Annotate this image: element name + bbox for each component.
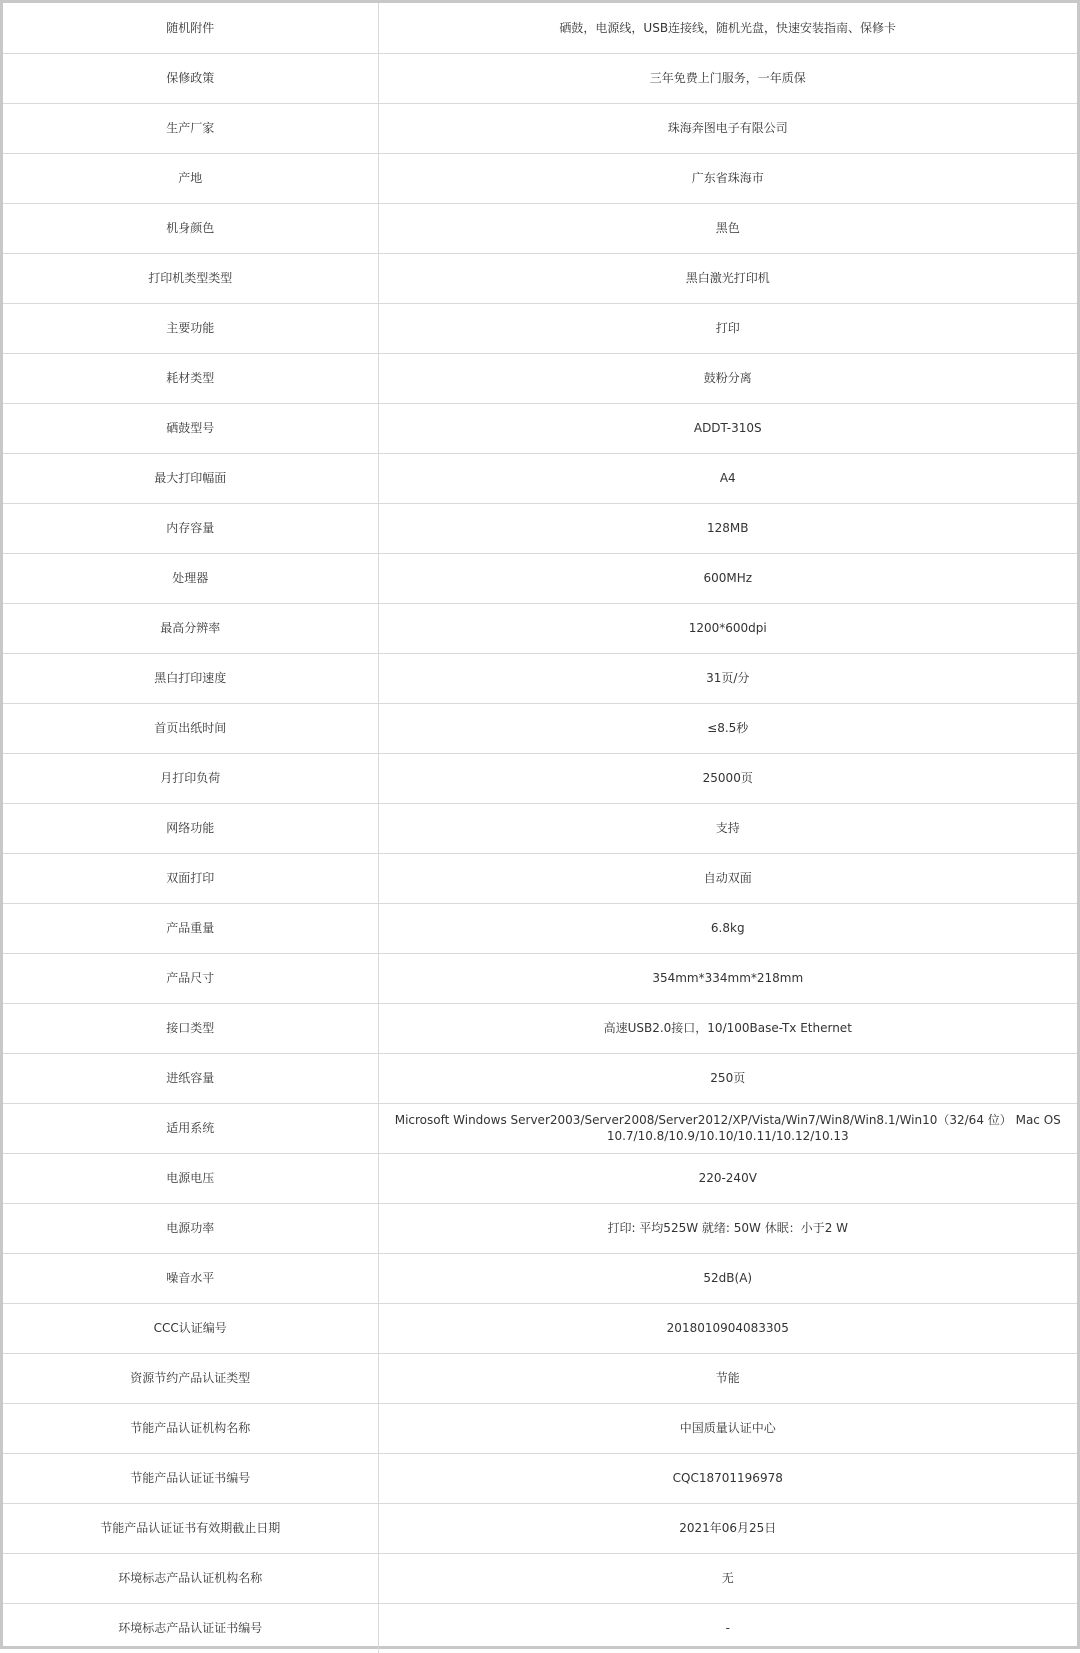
spec-row bbox=[3, 1003, 1077, 1053]
spec-row bbox=[3, 3, 1077, 53]
spec-row bbox=[3, 553, 1077, 603]
spec-label: 耗材类型 bbox=[3, 353, 378, 403]
spec-row bbox=[3, 1203, 1077, 1253]
spec-row bbox=[3, 1553, 1077, 1603]
spec-label: 噪音水平 bbox=[3, 1253, 378, 1303]
spec-label: 产地 bbox=[3, 153, 378, 203]
spec-table-body bbox=[3, 3, 1077, 1653]
spec-value: 打印 bbox=[378, 303, 1077, 353]
spec-row bbox=[3, 1153, 1077, 1203]
spec-value: 600MHz bbox=[378, 553, 1077, 603]
spec-label: 双面打印 bbox=[3, 853, 378, 903]
spec-label: 电源功率 bbox=[3, 1203, 378, 1253]
spec-row bbox=[3, 703, 1077, 753]
spec-label: 产品重量 bbox=[3, 903, 378, 953]
spec-label: 电源电压 bbox=[3, 1153, 378, 1203]
spec-row bbox=[3, 303, 1077, 353]
spec-row bbox=[3, 1103, 1077, 1153]
spec-row bbox=[3, 353, 1077, 403]
spec-value: 52dB(A) bbox=[378, 1253, 1077, 1303]
spec-label: 节能产品认证证书有效期截止日期 bbox=[3, 1503, 378, 1553]
spec-row bbox=[3, 203, 1077, 253]
spec-label: 处理器 bbox=[3, 553, 378, 603]
spec-value: 硒鼓，电源线，USB连接线，随机光盘，快速安装指南、保修卡 bbox=[378, 3, 1077, 53]
spec-value: 中国质量认证中心 bbox=[378, 1403, 1077, 1453]
spec-value: 三年免费上门服务，一年质保 bbox=[378, 53, 1077, 103]
spec-value: 广东省珠海市 bbox=[378, 153, 1077, 203]
spec-value: 1200*600dpi bbox=[378, 603, 1077, 653]
spec-row bbox=[3, 653, 1077, 703]
spec-value: 6.8kg bbox=[378, 903, 1077, 953]
spec-label: 接口类型 bbox=[3, 1003, 378, 1053]
spec-label: 打印机类型类型 bbox=[3, 253, 378, 303]
spec-row bbox=[3, 953, 1077, 1003]
spec-value: 自动双面 bbox=[378, 853, 1077, 903]
spec-label: 硒鼓型号 bbox=[3, 403, 378, 453]
spec-row bbox=[3, 1303, 1077, 1353]
spec-row bbox=[3, 603, 1077, 653]
spec-label: 内存容量 bbox=[3, 503, 378, 553]
spec-value: 珠海奔图电子有限公司 bbox=[378, 103, 1077, 153]
spec-row bbox=[3, 403, 1077, 453]
spec-value: 250页 bbox=[378, 1053, 1077, 1103]
spec-label: 黑白打印速度 bbox=[3, 653, 378, 703]
product-spec-table bbox=[3, 3, 1077, 1653]
spec-row bbox=[3, 1403, 1077, 1453]
spec-row bbox=[3, 1053, 1077, 1103]
spec-label: 进纸容量 bbox=[3, 1053, 378, 1103]
spec-label: 资源节约产品认证类型 bbox=[3, 1353, 378, 1403]
spec-value: ≤8.5秒 bbox=[378, 703, 1077, 753]
spec-row bbox=[3, 503, 1077, 553]
spec-row bbox=[3, 103, 1077, 153]
spec-label: 首页出纸时间 bbox=[3, 703, 378, 753]
spec-row bbox=[3, 1453, 1077, 1503]
spec-label: 环境标志产品认证证书编号 bbox=[3, 1603, 378, 1653]
spec-label: 最大打印幅面 bbox=[3, 453, 378, 503]
spec-value: 25000页 bbox=[378, 753, 1077, 803]
spec-row bbox=[3, 803, 1077, 853]
spec-row bbox=[3, 1503, 1077, 1553]
spec-row bbox=[3, 753, 1077, 803]
spec-label: 节能产品认证证书编号 bbox=[3, 1453, 378, 1503]
spec-value: CQC18701196978 bbox=[378, 1453, 1077, 1503]
spec-row bbox=[3, 1603, 1077, 1653]
spec-label: 月打印负荷 bbox=[3, 753, 378, 803]
spec-label: 机身颜色 bbox=[3, 203, 378, 253]
spec-value: 354mm*334mm*218mm bbox=[378, 953, 1077, 1003]
spec-row bbox=[3, 1253, 1077, 1303]
spec-value: 黑色 bbox=[378, 203, 1077, 253]
spec-row bbox=[3, 253, 1077, 303]
spec-label: 产品尺寸 bbox=[3, 953, 378, 1003]
spec-value: 2021年06月25日 bbox=[378, 1503, 1077, 1553]
spec-value: 支持 bbox=[378, 803, 1077, 853]
spec-value: 31页/分 bbox=[378, 653, 1077, 703]
spec-value: 鼓粉分离 bbox=[378, 353, 1077, 403]
spec-value: A4 bbox=[378, 453, 1077, 503]
spec-label: 适用系统 bbox=[3, 1103, 378, 1153]
spec-label: 环境标志产品认证机构名称 bbox=[3, 1553, 378, 1603]
spec-row bbox=[3, 453, 1077, 503]
spec-label: 随机附件 bbox=[3, 3, 378, 53]
spec-value: - bbox=[725, 1621, 730, 1636]
spec-value: 2018010904083305 bbox=[378, 1303, 1077, 1353]
spec-value: 打印: 平均525W 就绪: 50W 休眠：小于2 W bbox=[378, 1203, 1077, 1253]
spec-value: ADDT-310S bbox=[378, 403, 1077, 453]
spec-value: Microsoft Windows Server2003/Server2008/Server2012/XP/Vista/Win7/Win8/Win8.1/Win10（32/64 位） Mac OS 10.7/10.8/10.9/10.10/10.11/10.12/10.13 bbox=[378, 1103, 1077, 1153]
spec-value: 黑白激光打印机 bbox=[378, 253, 1077, 303]
spec-value: 高速USB2.0接口，10/100Base-Tx Ethernet bbox=[378, 1003, 1077, 1053]
spec-value: 220-240V bbox=[378, 1153, 1077, 1203]
spec-row bbox=[3, 853, 1077, 903]
spec-label: 最高分辨率 bbox=[3, 603, 378, 653]
spec-label: 节能产品认证机构名称 bbox=[3, 1403, 378, 1453]
spec-row bbox=[3, 153, 1077, 203]
spec-label: 保修政策 bbox=[3, 53, 378, 103]
spec-row bbox=[3, 1353, 1077, 1403]
spec-value: 节能 bbox=[378, 1353, 1077, 1403]
spec-label: CCC认证编号 bbox=[3, 1303, 378, 1353]
spec-row bbox=[3, 53, 1077, 103]
spec-label: 主要功能 bbox=[3, 303, 378, 353]
spec-value: 128MB bbox=[378, 503, 1077, 553]
spec-label: 网络功能 bbox=[3, 803, 378, 853]
spec-label: 生产厂家 bbox=[3, 103, 378, 153]
spec-row bbox=[3, 903, 1077, 953]
spec-value: 无 bbox=[378, 1553, 1077, 1603]
